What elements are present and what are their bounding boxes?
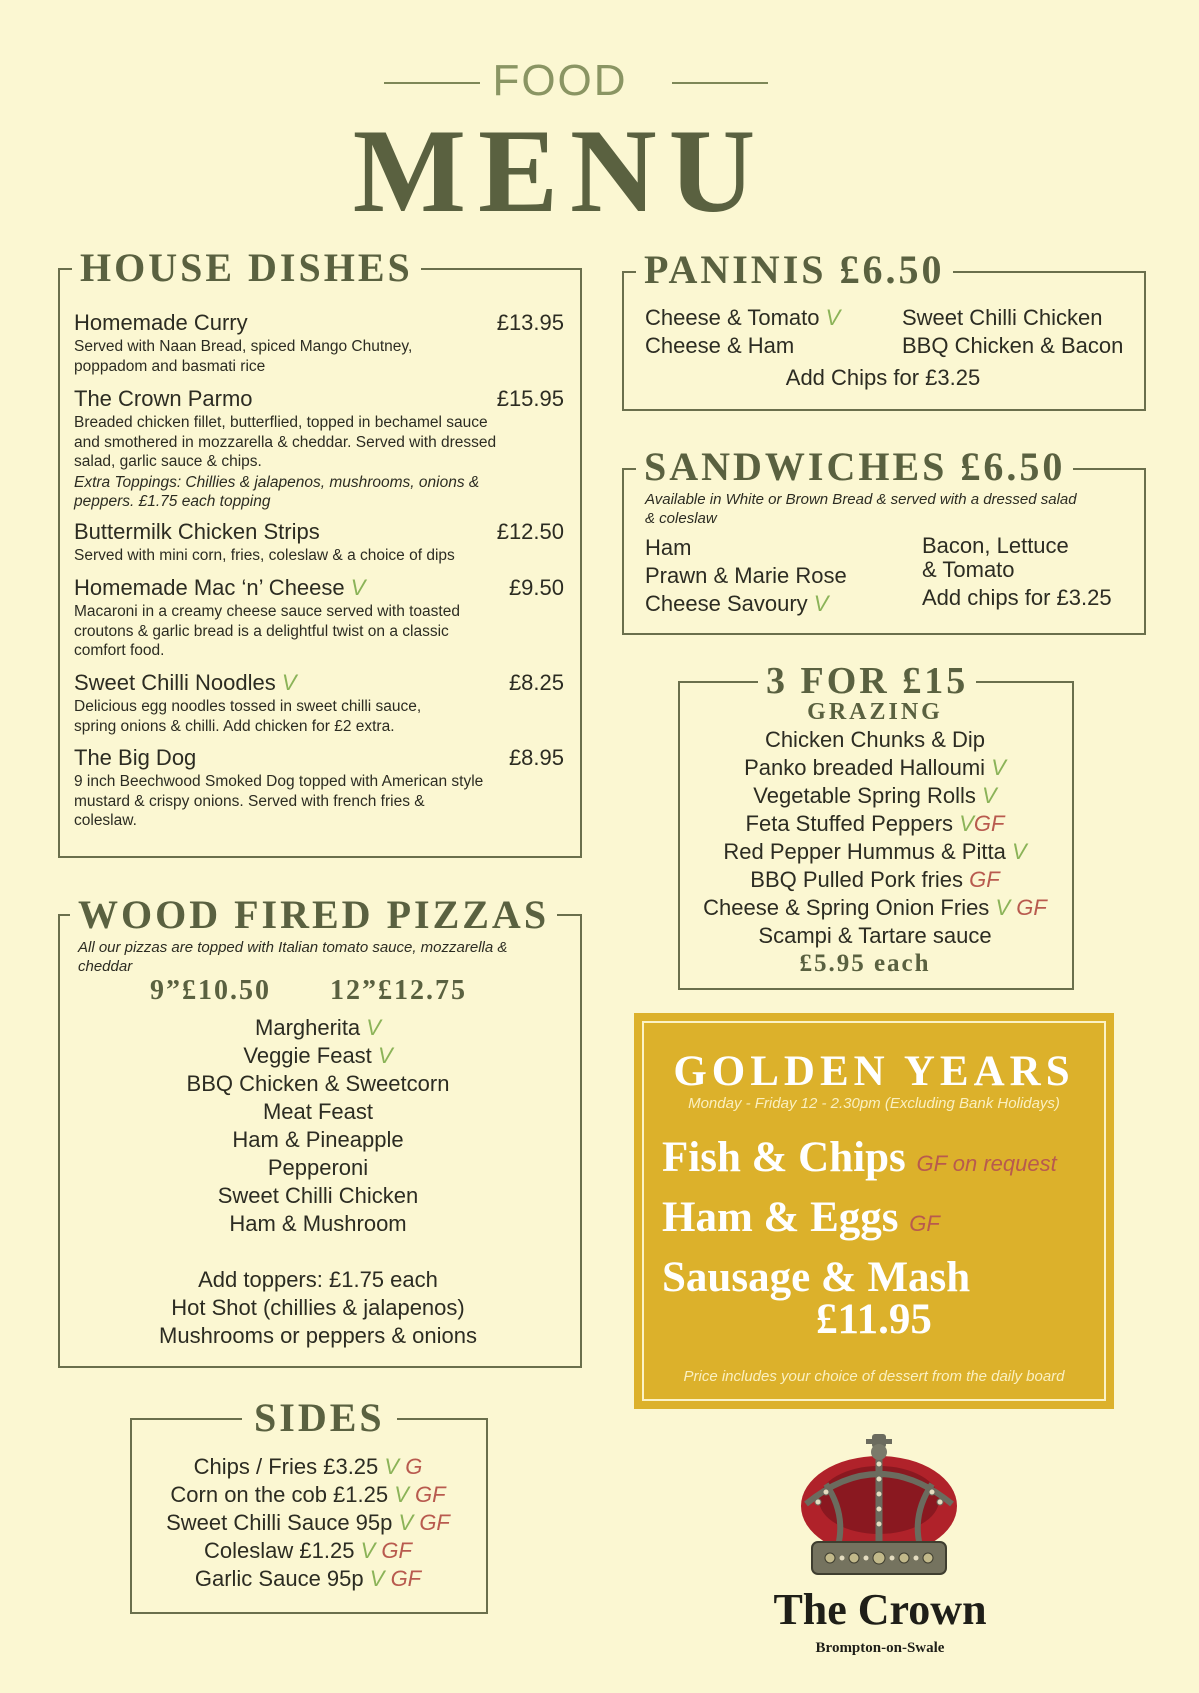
brand-place: Brompton-on-Swale bbox=[815, 1640, 945, 1656]
dish-sweet-chilli-noodles bbox=[74, 670, 564, 736]
list-item: Coleslaw £1.25 V GF bbox=[204, 1538, 412, 1563]
dish-price: £9.50 bbox=[508, 575, 564, 600]
golden-years-hours: Monday - Friday 12 - 2.30pm (Excluding Bank Holidays) bbox=[688, 1095, 1060, 1112]
list-item: Red Pepper Hummus & Pitta V bbox=[723, 839, 1027, 864]
sandwiches-left bbox=[645, 534, 847, 618]
list-item: BBQ Pulled Pork fries GF bbox=[750, 867, 1000, 892]
dish-crown-parmo bbox=[74, 386, 564, 512]
golden-years-price: £11.95 bbox=[816, 1296, 932, 1343]
dish-name: Sweet Chilli Noodles bbox=[74, 670, 276, 695]
menu-title: MENU bbox=[352, 104, 768, 237]
list-item: Cheese & Spring Onion Fries V GF bbox=[703, 895, 1047, 920]
sandwiches-right bbox=[922, 534, 1112, 610]
golden-years-title: GOLDEN YEARS bbox=[673, 1048, 1075, 1095]
sides-title: SIDES bbox=[242, 1398, 397, 1438]
golden-years-panel bbox=[634, 1013, 1114, 1409]
veg-tag: V bbox=[398, 1510, 414, 1535]
paninis-left bbox=[645, 304, 840, 360]
list-item: Add chips for £3.25 bbox=[922, 585, 1112, 610]
list-item: Ham & Eggs GF bbox=[662, 1194, 940, 1241]
veg-tag: V bbox=[959, 811, 974, 836]
dish-desc: Breaded chicken fillet, butterflied, topped in bechamel sauce and smothered in mozzarella & cheddar. Served with dressed salad, garlic sauce & chips. bbox=[74, 414, 497, 470]
gf-tag: GF bbox=[909, 1211, 940, 1236]
crown-logo-icon bbox=[786, 1434, 972, 1594]
veg-tag: V bbox=[813, 591, 829, 616]
gf-tag: GF bbox=[415, 1482, 446, 1507]
veg-tag: V bbox=[394, 1482, 409, 1507]
list-item: Garlic Sauce 95p V GF bbox=[194, 1566, 422, 1591]
grazing-price: £5.95 each bbox=[799, 950, 931, 977]
sides-list bbox=[132, 1453, 484, 1593]
veg-tag: V bbox=[995, 895, 1011, 920]
list-item: Cheese & Tomato V bbox=[645, 305, 841, 330]
dish-desc: Macaroni in a creamy cheese sauce served with toasted croutons & garlic bread is a delightful twist on a classic comfort food. bbox=[74, 603, 460, 659]
gf-tag: GF bbox=[381, 1538, 412, 1563]
dish-price: £15.95 bbox=[496, 386, 564, 411]
veg-tag: V bbox=[369, 1566, 385, 1591]
house-dishes-title: HOUSE DISHES bbox=[72, 248, 421, 288]
veg-tag: V bbox=[1011, 839, 1027, 864]
pizzas-note: All our pizzas are topped with Italian tomato sauce, mozzarella & cheddar bbox=[78, 939, 508, 975]
list-item: BBQ Chicken & Sweetcorn bbox=[186, 1071, 450, 1096]
paninis-chips: Add Chips for £3.25 bbox=[785, 365, 981, 390]
grazing-subtitle: GRAZING bbox=[807, 699, 943, 725]
grazing-list bbox=[680, 726, 1070, 950]
dish-buttermilk-chicken bbox=[74, 519, 564, 566]
gf-tag: GF bbox=[973, 811, 1005, 836]
list-item: Sweet Chilli Chicken bbox=[902, 305, 1103, 330]
list-item: Scampi & Tartare sauce bbox=[758, 923, 992, 948]
veg-tag: V bbox=[350, 575, 366, 600]
veg-tag: V bbox=[377, 1043, 393, 1068]
list-item: Chicken Chunks & Dip bbox=[764, 727, 986, 752]
veg-tag: V bbox=[360, 1538, 376, 1563]
dish-name: The Crown Parmo bbox=[74, 386, 253, 411]
brand-name: The Crown bbox=[773, 1585, 987, 1634]
veg-tag: V bbox=[991, 755, 1006, 780]
paninis-title: PANINIS £6.50 bbox=[636, 250, 953, 290]
toppers-line: Hot Shot (chillies & jalapenos) bbox=[171, 1295, 465, 1320]
gf-tag: GF bbox=[419, 1510, 450, 1535]
list-item: Cheese Savoury V bbox=[645, 591, 829, 616]
list-item: Sweet Chilli Sauce 95p V GF bbox=[166, 1510, 450, 1535]
list-item: Cheese & Ham bbox=[645, 333, 795, 358]
veg-tag: V bbox=[982, 783, 997, 808]
list-item: Panko breaded Halloumi V bbox=[744, 755, 1006, 780]
dish-price: £8.25 bbox=[508, 670, 564, 695]
dish-desc: Served with mini corn, fries, coleslaw & a choice of dips bbox=[74, 547, 455, 564]
dish-homemade-curry bbox=[74, 310, 564, 376]
gf-tag: GF on request bbox=[916, 1151, 1057, 1176]
paninis-right bbox=[902, 304, 1123, 360]
list-item: & Tomato bbox=[922, 557, 1015, 582]
golden-years-footer: Price includes your choice of dessert from the daily board bbox=[683, 1368, 1065, 1385]
sandwiches-note: Available in White or Brown Bread & served with a dressed salad & coleslaw bbox=[645, 491, 1077, 527]
dish-desc: Delicious egg noodles tossed in sweet chilli sauce, spring onions & chilli. Add chicken for £2 extra. bbox=[74, 698, 422, 735]
dish-desc: 9 inch Beechwood Smoked Dog topped with American style mustard & crispy onions. Served with french fries & coleslaw. bbox=[74, 773, 484, 829]
dish-desc: Served with Naan Bread, spiced Mango Chutney, poppadom and basmati rice bbox=[74, 338, 413, 375]
food-heading: FOOD bbox=[492, 56, 628, 105]
list-item: Corn on the cob £1.25 V GF bbox=[170, 1482, 446, 1507]
gf-tag: G bbox=[405, 1454, 423, 1479]
list-item: Vegetable Spring Rolls V bbox=[753, 783, 997, 808]
toppers-line: Mushrooms or peppers & onions bbox=[159, 1323, 477, 1348]
list-item: BBQ Chicken & Bacon bbox=[902, 333, 1124, 358]
gf-tag: GF bbox=[969, 867, 1000, 892]
list-item: Ham bbox=[645, 535, 692, 560]
dish-name: Homemade Curry bbox=[74, 310, 248, 335]
dish-name: The Big Dog bbox=[74, 745, 197, 770]
list-item: Bacon, Lettuce bbox=[922, 533, 1069, 558]
pizza-price-12: 12”£12.75 bbox=[330, 975, 467, 1006]
dish-price: £8.95 bbox=[508, 745, 564, 770]
list-item: Pepperoni bbox=[267, 1155, 369, 1180]
toppers-line: Add toppers: £1.75 each bbox=[198, 1267, 438, 1292]
dish-name: Homemade Mac ‘n’ Cheese bbox=[74, 575, 345, 600]
veg-tag: V bbox=[825, 305, 841, 330]
list-item: Fish & Chips GF on request bbox=[662, 1134, 1057, 1181]
veg-tag: V bbox=[384, 1454, 400, 1479]
dish-big-dog bbox=[74, 745, 564, 831]
veg-tag: V bbox=[366, 1015, 381, 1040]
golden-years-list bbox=[662, 1131, 1057, 1305]
list-item: Sweet Chilli Chicken bbox=[217, 1183, 419, 1208]
dish-price: £12.50 bbox=[496, 519, 564, 544]
list-item: Sausage & Mash bbox=[662, 1254, 971, 1301]
pizzas-title: WOOD FIRED PIZZAS bbox=[70, 895, 557, 935]
list-item: Prawn & Marie Rose bbox=[645, 563, 847, 588]
list-item: Meat Feast bbox=[262, 1099, 374, 1124]
list-item: Chips / Fries £3.25 V G bbox=[193, 1454, 423, 1479]
dish-name: Buttermilk Chicken Strips bbox=[74, 519, 320, 544]
dish-price: £13.95 bbox=[496, 310, 564, 335]
grazing-title: 3 FOR £15 bbox=[758, 662, 976, 700]
header-rule-right bbox=[672, 82, 768, 84]
list-item: Feta Stuffed Peppers VGF bbox=[745, 811, 1005, 836]
gf-tag: GF bbox=[390, 1566, 422, 1591]
sandwiches-title: SANDWICHES £6.50 bbox=[636, 447, 1073, 487]
veg-tag: V bbox=[281, 670, 297, 695]
list-item: Veggie Feast V bbox=[243, 1043, 393, 1068]
dish-extra: Extra Toppings: Chillies & jalapenos, mushrooms, onions & peppers. £1.75 each topping bbox=[74, 473, 480, 510]
pizza-price-9: 9”£10.50 bbox=[150, 975, 271, 1006]
pizza-list bbox=[60, 1014, 576, 1350]
list-item: Margherita V bbox=[255, 1015, 381, 1040]
list-item: Ham & Pineapple bbox=[232, 1127, 404, 1152]
gf-tag: GF bbox=[1016, 895, 1047, 920]
list-item: Ham & Mushroom bbox=[229, 1211, 407, 1236]
dish-mac-cheese bbox=[74, 575, 564, 661]
